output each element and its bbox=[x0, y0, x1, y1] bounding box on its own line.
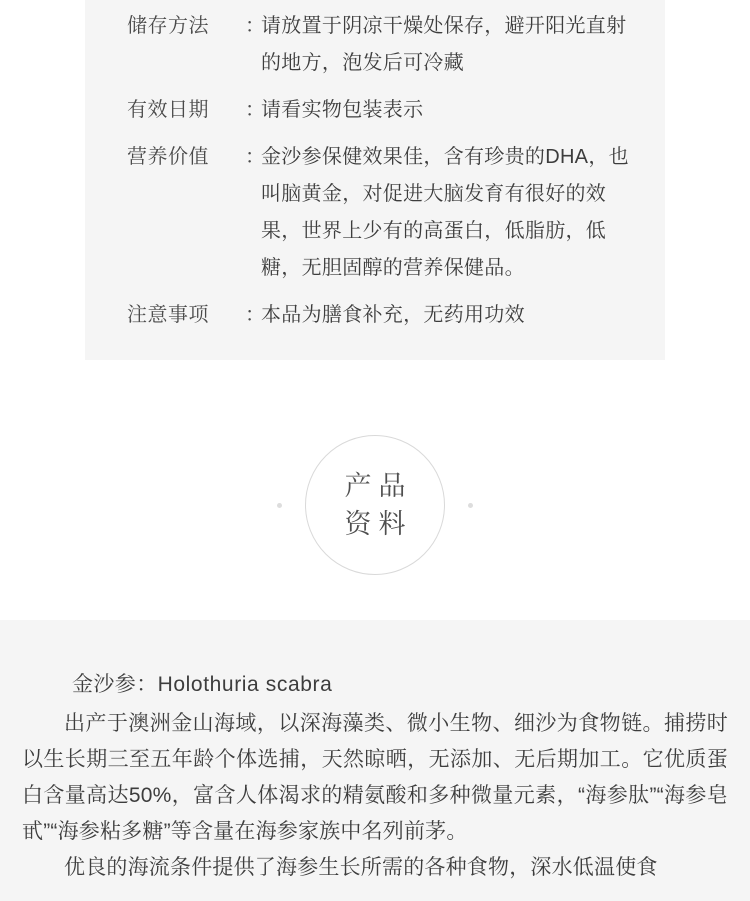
product-description-panel bbox=[0, 620, 750, 901]
circle-badge bbox=[305, 435, 445, 575]
species-name-latin: Holothuria scabra bbox=[157, 673, 333, 696]
spec-label-storage: 储存方法 bbox=[127, 15, 209, 37]
spec-row bbox=[85, 92, 665, 129]
spec-row bbox=[85, 297, 665, 334]
circle-label-line1: 产品 bbox=[344, 471, 413, 501]
section-heading-product-info bbox=[0, 415, 750, 595]
dot-right-icon bbox=[468, 503, 473, 508]
species-name-cn: 金沙参： bbox=[72, 673, 158, 696]
spec-value-storage: 请放置于阴凉干燥处保存，避开阳光直射的地方，泡发后可冷藏 bbox=[261, 15, 627, 74]
product-spec-panel bbox=[85, 0, 665, 360]
spec-colon: ： bbox=[245, 15, 265, 37]
dot-left-icon bbox=[277, 503, 282, 508]
circle-label bbox=[305, 435, 445, 575]
description-paragraph-2: 优良的海流条件提供了海参生长所需的各种食物，深水低温使食 bbox=[64, 856, 658, 879]
description-paragraph-1: 出产于澳洲金山海域，以深海藻类、微小生物、细沙为食物链。捕捞时以生长期三至五年龄个体选捕，天然晾晒，无添加、无后期加工。它优质蛋白含量高达50%，富含人体渴求的精氨酸和多种微量元素，“海参肽”“海参皂甙”“海参粘多糖”等含量在海参家族中名列前茅。 bbox=[22, 712, 728, 843]
spec-row bbox=[85, 139, 665, 287]
spec-colon: ： bbox=[245, 146, 265, 168]
spec-value-nutrition: 金沙参保健效果佳，含有珍贵的DHA，也叫脑黄金，对促进大脑发育有很好的效果，世界上少有的高蛋白，低脂肪，低糖，无胆固醇的营养保健品。 bbox=[261, 146, 629, 279]
spec-value-notice: 本品为膳食补充，无药用功效 bbox=[261, 304, 525, 326]
spec-label-nutrition: 营养价值 bbox=[127, 146, 209, 168]
spec-colon: ： bbox=[245, 304, 265, 326]
spec-label-expiry: 有效日期 bbox=[127, 99, 209, 121]
spec-row bbox=[85, 8, 665, 82]
spec-colon: ： bbox=[245, 99, 265, 121]
spec-value-expiry: 请看实物包装表示 bbox=[261, 99, 424, 121]
species-name bbox=[72, 668, 728, 702]
spec-label-notice: 注意事项 bbox=[127, 304, 209, 326]
circle-label-line2: 资料 bbox=[344, 509, 413, 539]
